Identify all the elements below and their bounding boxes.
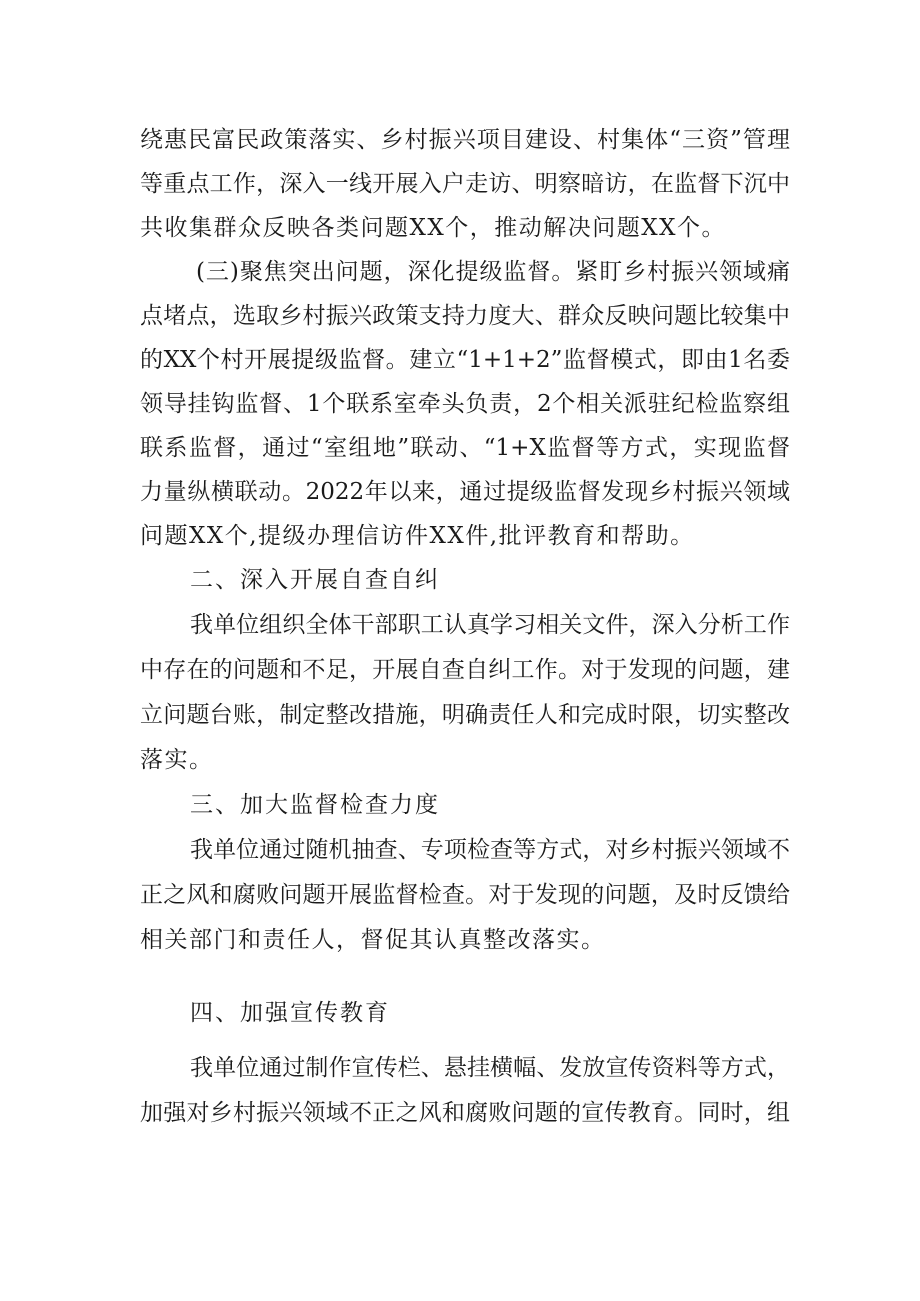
paragraph-line: 我单位通过随机抽查、专项检查等方式，对乡村振兴领域不 [190,837,790,863]
paragraph-line: 共收集群众反映各类问题XX个，推动解决问题XX个。 [140,215,726,241]
paragraph-line: 立问题台账，制定整改措施，明确责任人和完成时限，切实整改 [140,702,790,728]
paragraph-line: 的XX个村开展提级监督。建立“1+1+2”监督模式，即由1名委 [140,347,790,373]
paragraph-line: 联系监督，通过“室组地”联动、“1+X监督等方式，实现监督 [140,435,790,461]
paragraph-line: 相关部门和责任人，督促其认真整改落实。 [140,927,606,953]
paragraph-line: (三)聚焦突出问题，深化提级监督。紧盯乡村振兴领域痛 [196,259,790,285]
paragraph-line: 绕惠民富民政策落实、乡村振兴项目建设、村集体“三资”管理 [140,127,790,153]
paragraph-line: 中存在的问题和不足，开展自查自纠工作。对于发现的问题，建 [140,657,790,683]
paragraph-line: 正之风和腐败问题开展监督检查。对于发现的问题，及时反馈给 [140,882,790,908]
paragraph-line: 我单位通过制作宣传栏、悬挂横幅、发放宣传资料等方式， [190,1055,790,1081]
paragraph-line: 我单位组织全体干部职工认真学习相关文件，深入分析工作 [190,612,790,638]
paragraph-line: 落实。 [140,747,214,773]
section-heading: 四、加强宣传教育 [190,1000,390,1026]
paragraph-line: 等重点工作，深入一线开展入户走访、明察暗访，在监督下沉中 [140,171,790,197]
paragraph-line: 点堵点，选取乡村振兴政策支持力度大、群众反映问题比较集中 [140,303,790,329]
paragraph-line: 力量纵横联动。2022年以来，通过提级监督发现乡村振兴领域 [140,479,790,505]
paragraph-line: 问题XX个,提级办理信访件XX件,批评教育和帮助。 [140,523,695,549]
section-heading: 三、加大监督检查力度 [190,792,440,818]
section-heading: 二、深入开展自查自纠 [190,567,440,593]
paragraph-line: 领导挂钩监督、1个联系室牵头负责，2个相关派驻纪检监察组 [140,391,790,417]
paragraph-line: 加强对乡村振兴领域不正之风和腐败问题的宣传教育。同时，组 [140,1100,790,1126]
